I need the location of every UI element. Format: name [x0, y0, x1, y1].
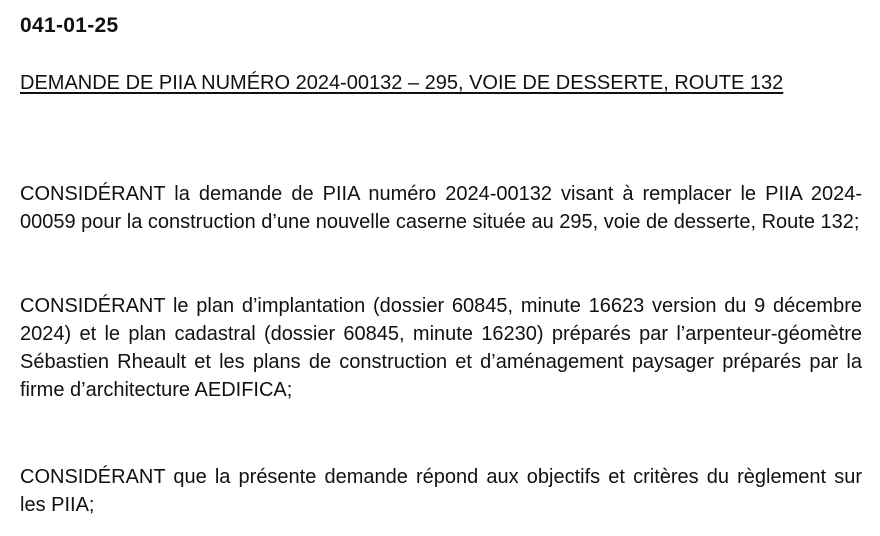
considering-paragraph-2 [20, 292, 862, 404]
paragraph-keyword: CONSIDÉRANT [20, 466, 166, 488]
paragraph-text: la demande de PIIA numéro 2024-00132 visant à remplacer le PIIA 2024-00059 pour la construction d’une nouvelle caserne située au 295, voie de desserte, Route 132; [20, 183, 862, 233]
paragraph-text: le plan d’implantation (dossier 60845, minute 16623 version du 9 décembre 2024) et le plan cadastral (dossier 60845, minute 16230) préparés par l’arpenteur-géomètre Sébastien Rheault et les plans de construction et d’aménagement paysager préparés par la firme d’architecture AEDIFICA; [20, 295, 862, 401]
considering-paragraph-3 [20, 463, 862, 519]
resolution-number: 041-01-25 [20, 14, 119, 37]
paragraph-text: que la présente demande répond aux objectifs et critères du règlement sur les PIIA; [20, 466, 862, 516]
resolution-title: DEMANDE DE PIIA NUMÉRO 2024-00132 – 295, VOIE DE DESSERTE, ROUTE 132 [20, 72, 784, 94]
considering-paragraph-1 [20, 180, 862, 236]
paragraph-keyword: CONSIDÉRANT [20, 183, 166, 205]
paragraph-keyword: CONSIDÉRANT [20, 295, 166, 317]
